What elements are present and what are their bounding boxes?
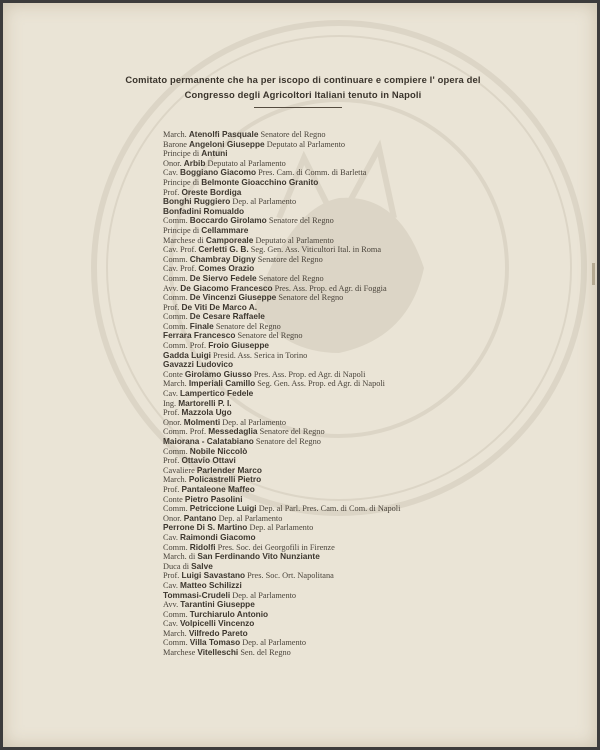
member-entry	[163, 533, 593, 543]
member-name: Gadda Luigi	[163, 349, 211, 360]
member-qualification: Deputato al Parlamento	[255, 235, 334, 245]
member-name: Volpicelli Vincenzo	[179, 618, 255, 629]
member-title: Barone	[163, 139, 187, 149]
member-qualification: Pres. Ass. Prop. ed Agr. di Foggia	[274, 283, 387, 293]
member-name: Camporeale	[205, 234, 254, 245]
member-name: Tommasi-Crudeli	[163, 589, 231, 600]
member-title: Comm.	[163, 542, 188, 552]
member-title: Principe di	[163, 225, 200, 235]
member-name: Antuni	[201, 148, 228, 159]
member-name: Pantaleone Maffeo	[181, 483, 255, 494]
member-title: Prof.	[163, 571, 180, 581]
member-qualification: Pres. Soc. Ort. Napolitana	[247, 571, 334, 581]
member-title: Principe di	[163, 149, 200, 159]
member-name: Matteo Schilizzi	[179, 579, 242, 590]
member-name: Girolamo Giusso	[184, 368, 252, 379]
member-title: Cav.	[163, 168, 178, 178]
member-title: Comm.	[163, 254, 188, 264]
member-name: Salve	[191, 560, 213, 571]
member-qualification: Dep. al Parlamento	[242, 638, 307, 648]
member-entry	[163, 552, 593, 562]
member-title: Comm.	[163, 638, 188, 648]
member-title: Comm.	[163, 321, 188, 331]
member-name: De Giacomo Francesco	[180, 282, 273, 293]
member-title: Cav.	[163, 619, 178, 629]
member-qualification: Senatore del Regno	[259, 427, 325, 437]
member-name: Perrone Di S. Martino	[163, 522, 248, 533]
member-qualification: Seg. Gen. Ass. Viticultori Ital. in Roma	[250, 245, 382, 255]
member-qualification: Deputato al Parlamento	[207, 158, 286, 168]
member-name: Ridolfi	[189, 541, 216, 552]
member-title: Comm. Prof.	[163, 427, 207, 437]
member-title: March.	[163, 130, 187, 139]
member-qualification: Dep. al Parlamento	[222, 417, 287, 427]
member-title: Comm.	[163, 446, 188, 456]
member-name: Ferrara Francesco	[163, 330, 236, 341]
member-title: Prof.	[163, 484, 180, 494]
member-name: Cellammare	[201, 224, 249, 235]
member-title: Onor.	[163, 158, 182, 168]
member-name: De Cesare Raffaele	[189, 311, 265, 322]
member-entry	[163, 648, 593, 658]
member-name: Arbib	[183, 157, 206, 168]
member-title: Comm.	[163, 216, 188, 226]
member-name: Tarantini Giuseppe	[180, 599, 255, 610]
member-title: Cav.	[163, 532, 178, 542]
member-name: Atenolfi Pasquale	[188, 129, 259, 139]
member-name: Parlender Marco	[196, 464, 262, 475]
member-qualification: Sen. del Regno	[240, 648, 291, 658]
member-qualification: Pres. Soc. dei Georgofili in Firenze	[217, 542, 335, 552]
committee-member-list	[163, 130, 593, 658]
member-title: March.	[163, 379, 187, 389]
member-name: Nobile Niccolò	[189, 445, 248, 456]
member-qualification: Dep. al Parlamento	[218, 513, 283, 523]
member-name: De Viti De Marco A.	[181, 301, 258, 312]
member-qualification: Dep. al Parlamento	[249, 523, 314, 533]
member-title: Onor.	[163, 513, 182, 523]
member-qualification: Pres. Cam. di Comm. di Barletta	[258, 168, 367, 178]
member-title: Cav.	[163, 389, 178, 399]
member-qualification: Senatore del Regno	[268, 216, 334, 226]
member-qualification: Senatore del Regno	[255, 437, 321, 446]
member-title: Cav. Prof.	[163, 245, 197, 255]
member-name: Boggiano Giacomo	[179, 167, 257, 178]
member-name: Comes Orazio	[198, 263, 255, 274]
member-entry	[163, 149, 593, 159]
member-title: March. di	[163, 552, 196, 562]
document-page	[3, 3, 597, 747]
member-title: Prof.	[163, 456, 180, 466]
member-name: Pantano	[183, 512, 217, 523]
member-qualification: Senatore del Regno	[260, 130, 326, 139]
member-name: Luigi Savastano	[181, 570, 246, 581]
member-qualification: Senatore del Regno	[257, 254, 323, 264]
member-qualification: Senatore del Regno	[215, 321, 281, 331]
member-entry	[163, 312, 593, 322]
member-name: Belmonte Gioacchino Granito	[201, 176, 319, 187]
member-qualification: Dep. al Parlamento	[232, 197, 297, 207]
member-title: Conte	[163, 494, 183, 504]
member-title: Avv.	[163, 283, 179, 293]
member-name: Martorelli P. I.	[178, 397, 232, 408]
member-name: Bonfadini Romualdo	[163, 205, 245, 216]
member-name: Oreste Bordiga	[181, 186, 242, 197]
member-name: Froio Giuseppe	[208, 340, 270, 351]
member-title: March.	[163, 628, 187, 638]
member-name: Finale	[189, 320, 214, 331]
member-title: Comm.	[163, 504, 188, 514]
heading-line-2: Congresso degli Agricoltori Italiani tenuto in Napoli	[184, 89, 422, 100]
member-name: Boccardo Girolamo	[189, 215, 267, 226]
member-name: Molmenti	[183, 416, 221, 427]
member-qualification: Senatore del Regno	[237, 331, 303, 341]
heading-rule	[254, 107, 342, 108]
member-name: Ottavio Ottavi	[181, 455, 236, 466]
member-name: Pietro Pasolini	[184, 493, 243, 504]
member-name: Petriccione Luigi	[189, 503, 257, 514]
member-name: Imperiali Camillo	[188, 378, 256, 389]
member-qualification: Senatore del Regno	[278, 293, 344, 303]
member-qualification: Deputato al Parlamento	[266, 139, 346, 149]
heading-line-1: Comitato permanente che ha per iscopo di continuare e compiere l' opera del	[125, 74, 481, 85]
member-name: Maiorana - Calatabiano	[163, 436, 254, 446]
member-title: Duca di	[163, 561, 190, 571]
member-title: Comm.	[163, 293, 188, 303]
member-name: De Vincenzi Giuseppe	[189, 292, 277, 303]
member-title: Ing.	[163, 398, 177, 408]
member-name: Vilfredo Pareto	[188, 627, 248, 638]
member-title: Prof.	[163, 408, 180, 418]
member-name: Messedaglia	[208, 426, 258, 437]
member-qualification: Pres. Ass. Prop. ed Agr. di Napoli	[253, 369, 366, 379]
member-title: Marchese di	[163, 235, 204, 245]
member-qualification: Presid. Ass. Serica in Torino	[213, 350, 308, 360]
member-title: Comm.	[163, 273, 188, 283]
member-title: Comm. Prof.	[163, 341, 207, 351]
member-title: Principe di	[163, 177, 200, 187]
member-name: Vitelleschi	[197, 647, 239, 658]
member-name: Policastrelli Pietro	[188, 474, 262, 485]
member-name: De Siervo Fedele	[189, 272, 257, 283]
member-title: Marchese	[163, 648, 196, 658]
member-title: Prof.	[163, 302, 180, 312]
member-name: Cerletti G. B.	[198, 244, 249, 255]
member-title: Prof.	[163, 187, 180, 197]
document-content	[3, 3, 597, 747]
member-title: Comm.	[163, 609, 188, 619]
member-name: Angeloni Giuseppe	[189, 138, 265, 149]
member-qualification: Dep. al Parl. Pres. Cam. di Com. di Napoli	[258, 504, 401, 514]
paper-edge-mark	[592, 263, 595, 285]
member-entry	[163, 504, 593, 514]
member-title: March.	[163, 475, 187, 485]
member-title: Avv.	[163, 600, 179, 610]
member-name: San Ferdinando Vito Nunziante	[197, 551, 320, 562]
member-name: Bonghi Ruggiero	[163, 196, 231, 207]
member-title: Onor.	[163, 417, 182, 427]
member-title: Cav.	[163, 580, 178, 590]
member-entry	[163, 341, 593, 351]
member-entry	[163, 408, 593, 418]
member-name: Raimondi Giacomo	[179, 531, 256, 542]
member-name: Mazzola Ugo	[181, 407, 232, 418]
member-qualification: Dep. al Parlamento	[232, 590, 297, 600]
member-name: Chambray Digny	[189, 253, 256, 264]
member-qualification: Seg. Gen. Ass. Prop. ed Agr. di Napoli	[257, 379, 385, 389]
member-name: Villa Tomaso	[189, 637, 241, 648]
member-title: Cav. Prof.	[163, 264, 197, 274]
member-title: Conte	[163, 369, 183, 379]
member-name: Turchiarulo Antonio	[189, 608, 269, 619]
member-title: Cavaliere	[163, 465, 195, 475]
member-title: Comm.	[163, 312, 188, 322]
member-qualification: Senatore del Regno	[258, 273, 324, 283]
member-name: Gavazzi Ludovico	[163, 359, 234, 370]
member-name: Lampertico Fedele	[179, 388, 254, 399]
